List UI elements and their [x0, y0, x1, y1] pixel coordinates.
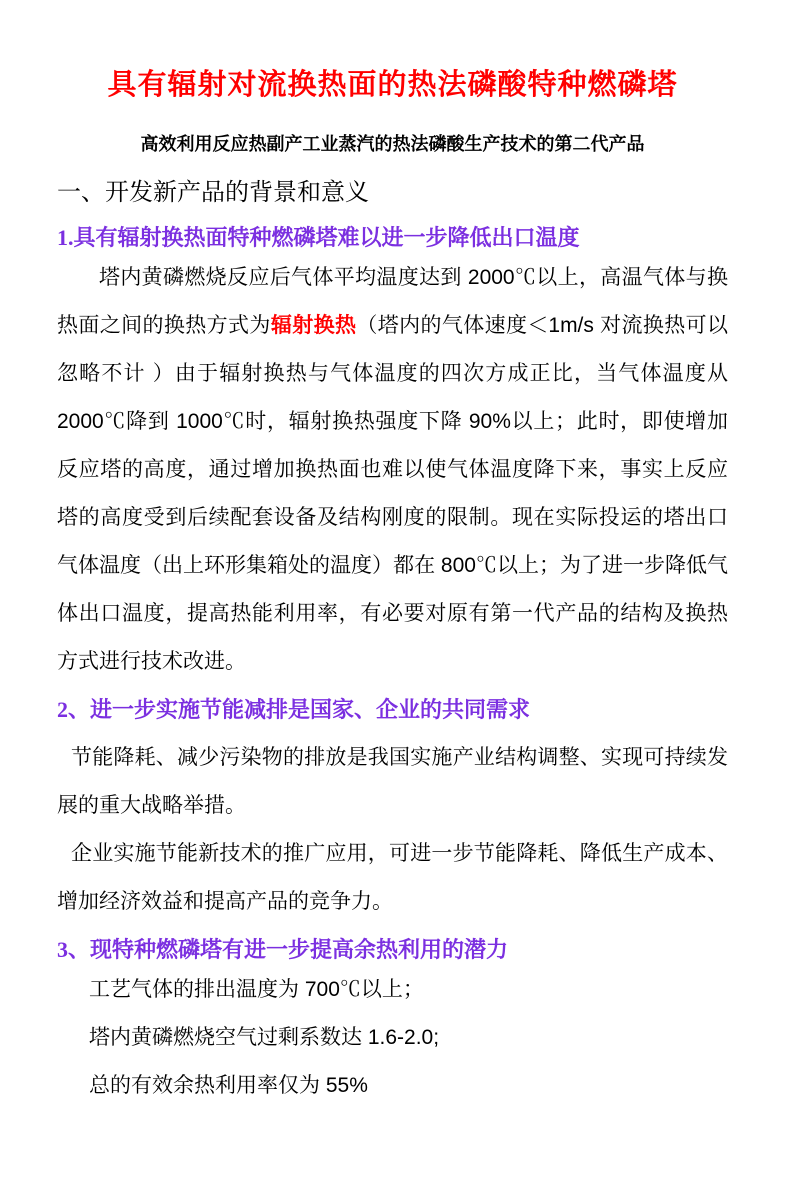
subheading-3-waste-heat-potential: 3、现特种燃磷塔有进一步提高余热利用的潜力	[57, 937, 509, 962]
paragraph-1-highlight-radiation: 辐射换热	[270, 314, 357, 337]
paragraph-1-text-after: （塔内的气体速度＜1m/s 对流换热可以忽略不计 ）由于辐射换热与气体温度的四次方成正比，当气体温度从 2000℃降到 1000℃时，辐射换热强度下降 90%以上；此时，即使增加反应塔的高度，通过增加换热面也难以使气体温度降下来，事实上反应塔的高度受到后续配套设备及结构刚度的限制。现在实际投运的塔出口气体温度（出上环形集箱处的温度）都在 800℃以上；为了进一步降低气体出口温度，提高热能利用率，有必要对原有第一代产品的结构及换热方式进行技术改进。	[57, 314, 729, 673]
paragraph-enterprise-benefit: 企业实施节能新技术的推广应用，可进一步节能降耗、降低生产成本、增加经济效益和提高产品的竞争力。	[57, 842, 728, 913]
document-subtitle: 高效利用反应热副产工业蒸汽的热法磷酸生产技术的第二代产品	[140, 134, 645, 154]
list-item-heat-utilization-rate: 总的有效余热利用率仅为 55%	[89, 1074, 368, 1097]
paragraph-1-text-before: 塔内黄磷燃烧反应后气体平均温度达到 2000℃以上，高温气体与换热面之间的换热方式为	[57, 266, 728, 337]
list-item-gas-outlet-temperature: 工艺气体的排出温度为 700℃以上；	[89, 978, 424, 1001]
paragraph-radiation-heat-exchange	[57, 254, 728, 686]
document-title: 具有辐射对流换热面的热法磷酸特种燃磷塔	[107, 69, 678, 101]
subheading-2-energy-saving: 2、进一步实施节能减排是国家、企业的共同需求	[57, 697, 531, 722]
subheading-1-outlet-temperature: 1.具有辐射换热面特种燃磷塔难以进一步降低出口温度	[57, 225, 580, 250]
section-heading-background-significance: 一、开发新产品的背景和意义	[57, 180, 369, 206]
paragraph-national-strategy: 节能降耗、减少污染物的排放是我国实施产业结构调整、实现可持续发展的重大战略举措。	[57, 746, 728, 817]
waste-heat-facts-list	[57, 966, 728, 1110]
list-item-excess-air-coefficient: 塔内黄磷燃烧空气过剩系数达 1.6-2.0;	[89, 1026, 440, 1049]
